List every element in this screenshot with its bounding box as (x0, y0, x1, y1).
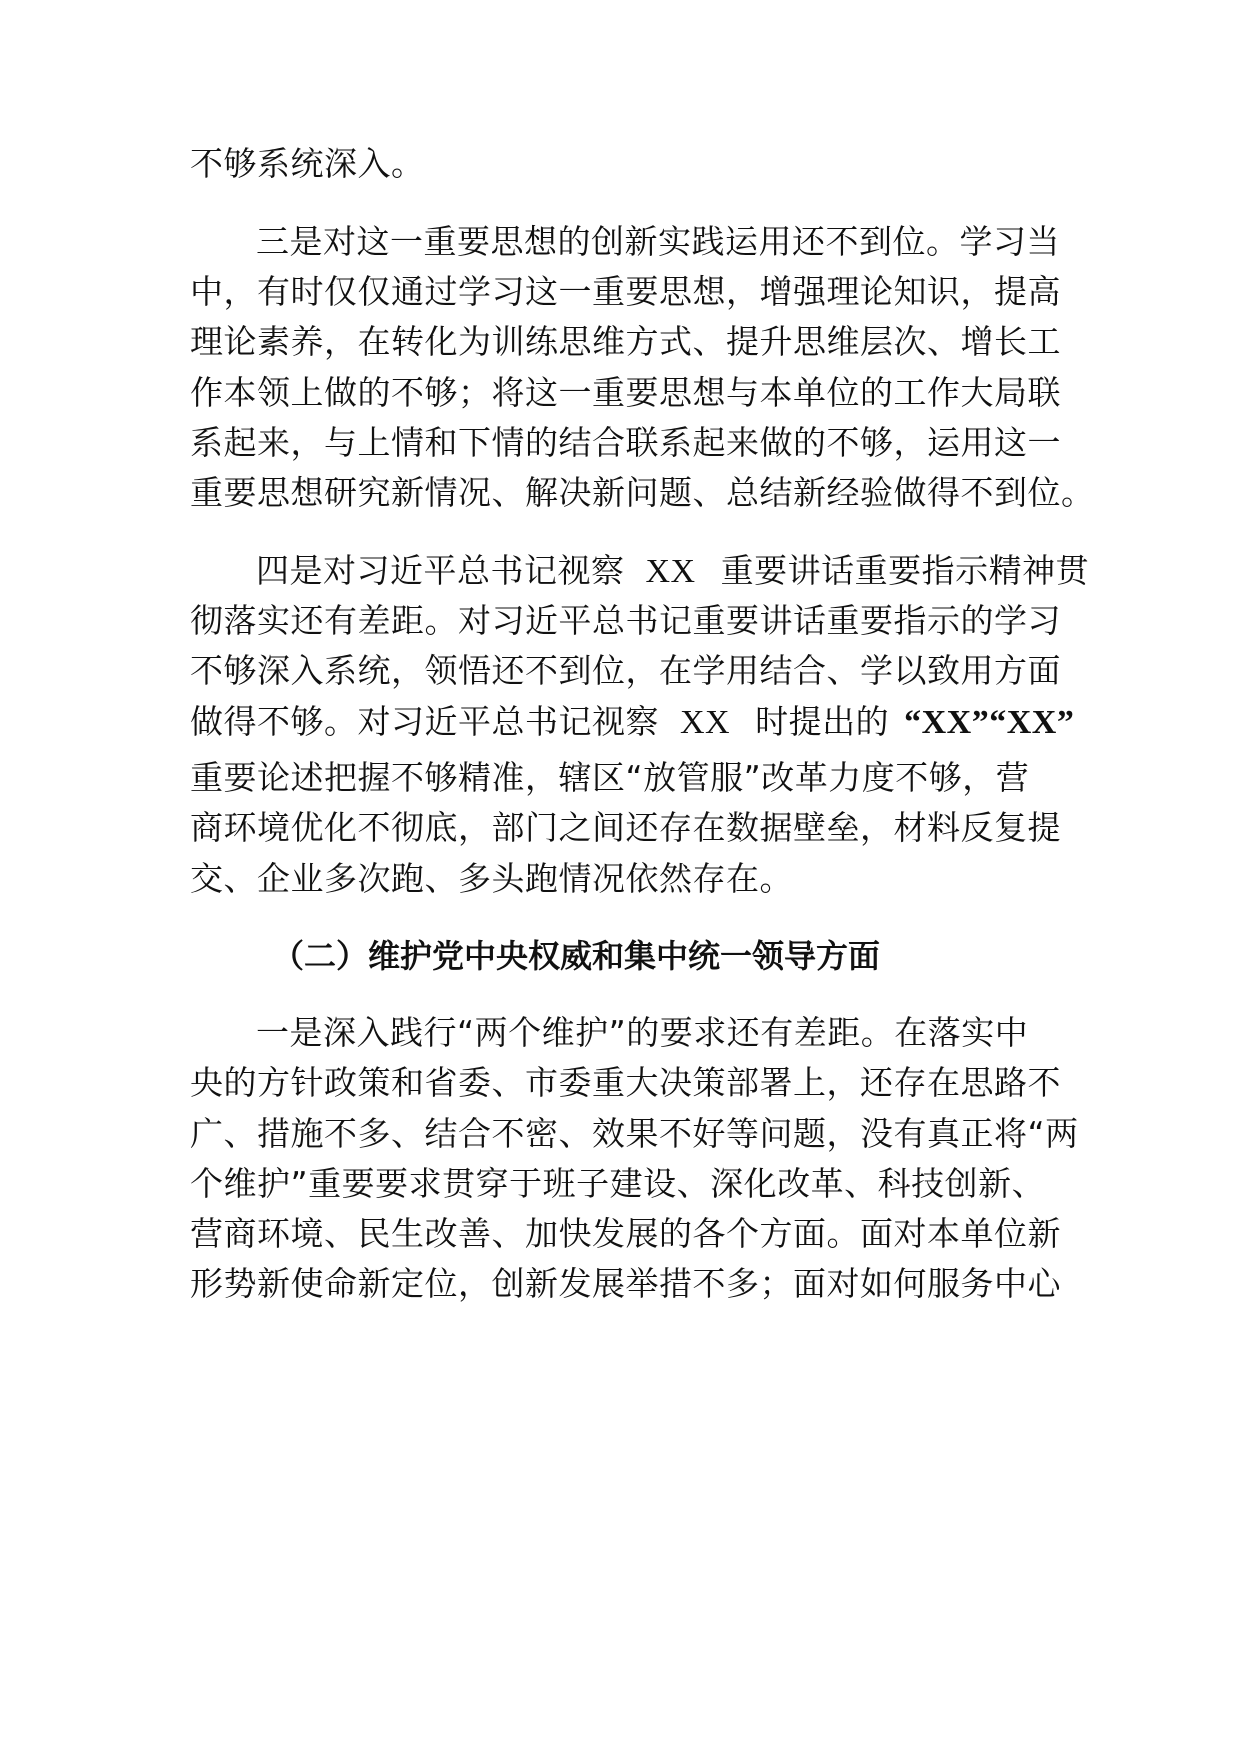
paragraph-line: 营商环境、民生改善、加快发展的各个方面。面对本单位新 (190, 1214, 1061, 1253)
placeholder-xx: XX (645, 553, 696, 590)
paragraph-line (190, 702, 1074, 743)
text-run: 重要讲话重要指示精神贯 (720, 551, 1090, 590)
paragraph-line: 彻落实还有差距。对习近平总书记重要讲话重要指示的学习 (190, 601, 1061, 640)
paragraph-line: 重要论述把握不够精准，辖区“放管服”改革力度不够，营 (190, 758, 1030, 797)
section-heading: （二）维护党中央权威和集中统一领导方面 (272, 937, 881, 975)
text-run: 做得不够。对习近平总书记视察 (190, 702, 659, 741)
paragraph-line: 一是深入践行“两个维护”的要求还有差距。在落实中 (256, 1013, 1029, 1052)
paragraph-line: 中，有时仅仅通过学习这一重要思想，增强理论知识，提高 (190, 272, 1061, 311)
paragraph-line: 作本领上做的不够；将这一重要思想与本单位的工作大局联 (190, 373, 1061, 412)
paragraph-line: 不够深入系统，领悟还不到位，在学用结合、学以致用方面 (190, 651, 1061, 690)
text-run: 时提出的 (755, 702, 890, 741)
paragraph-line: 理论素养，在转化为训练思维方式、提升思维层次、增长工 (190, 322, 1061, 361)
paragraph-line: 重要思想研究新情况、解决新问题、总结新经验做得不到位。 (190, 473, 1095, 512)
paragraph-line: 商环境优化不彻底，部门之间还存在数据壁垒，材料反复提 (190, 808, 1061, 847)
paragraph-line: 形势新使命新定位，创新发展举措不多；面对如何服务中心 (190, 1264, 1061, 1303)
paragraph-line: 交、企业多次跑、多头跑情况依然存在。 (190, 859, 793, 898)
quoted-placeholders: “XX”“XX” (904, 704, 1075, 741)
paragraph-line: 系起来，与上情和下情的结合联系起来做的不够，运用这一 (190, 423, 1061, 462)
placeholder-xx: XX (680, 704, 731, 741)
paragraph-line (256, 551, 1089, 592)
paragraph-line: 个维护”重要要求贯穿于班子建设、深化改革、科技创新、 (190, 1164, 1046, 1203)
text-run: 四是对习近平总书记视察 (256, 551, 625, 590)
paragraph-line: 不够系统深入。 (190, 144, 425, 183)
paragraph-line: 三是对这一重要思想的创新实践运用还不到位。学习当 (256, 222, 1060, 261)
paragraph-line: 央的方针政策和省委、市委重大决策部署上，还存在思路不 (190, 1063, 1061, 1102)
paragraph-line: 广、措施不多、结合不密、效果不好等问题，没有真正将“两 (190, 1114, 1079, 1153)
